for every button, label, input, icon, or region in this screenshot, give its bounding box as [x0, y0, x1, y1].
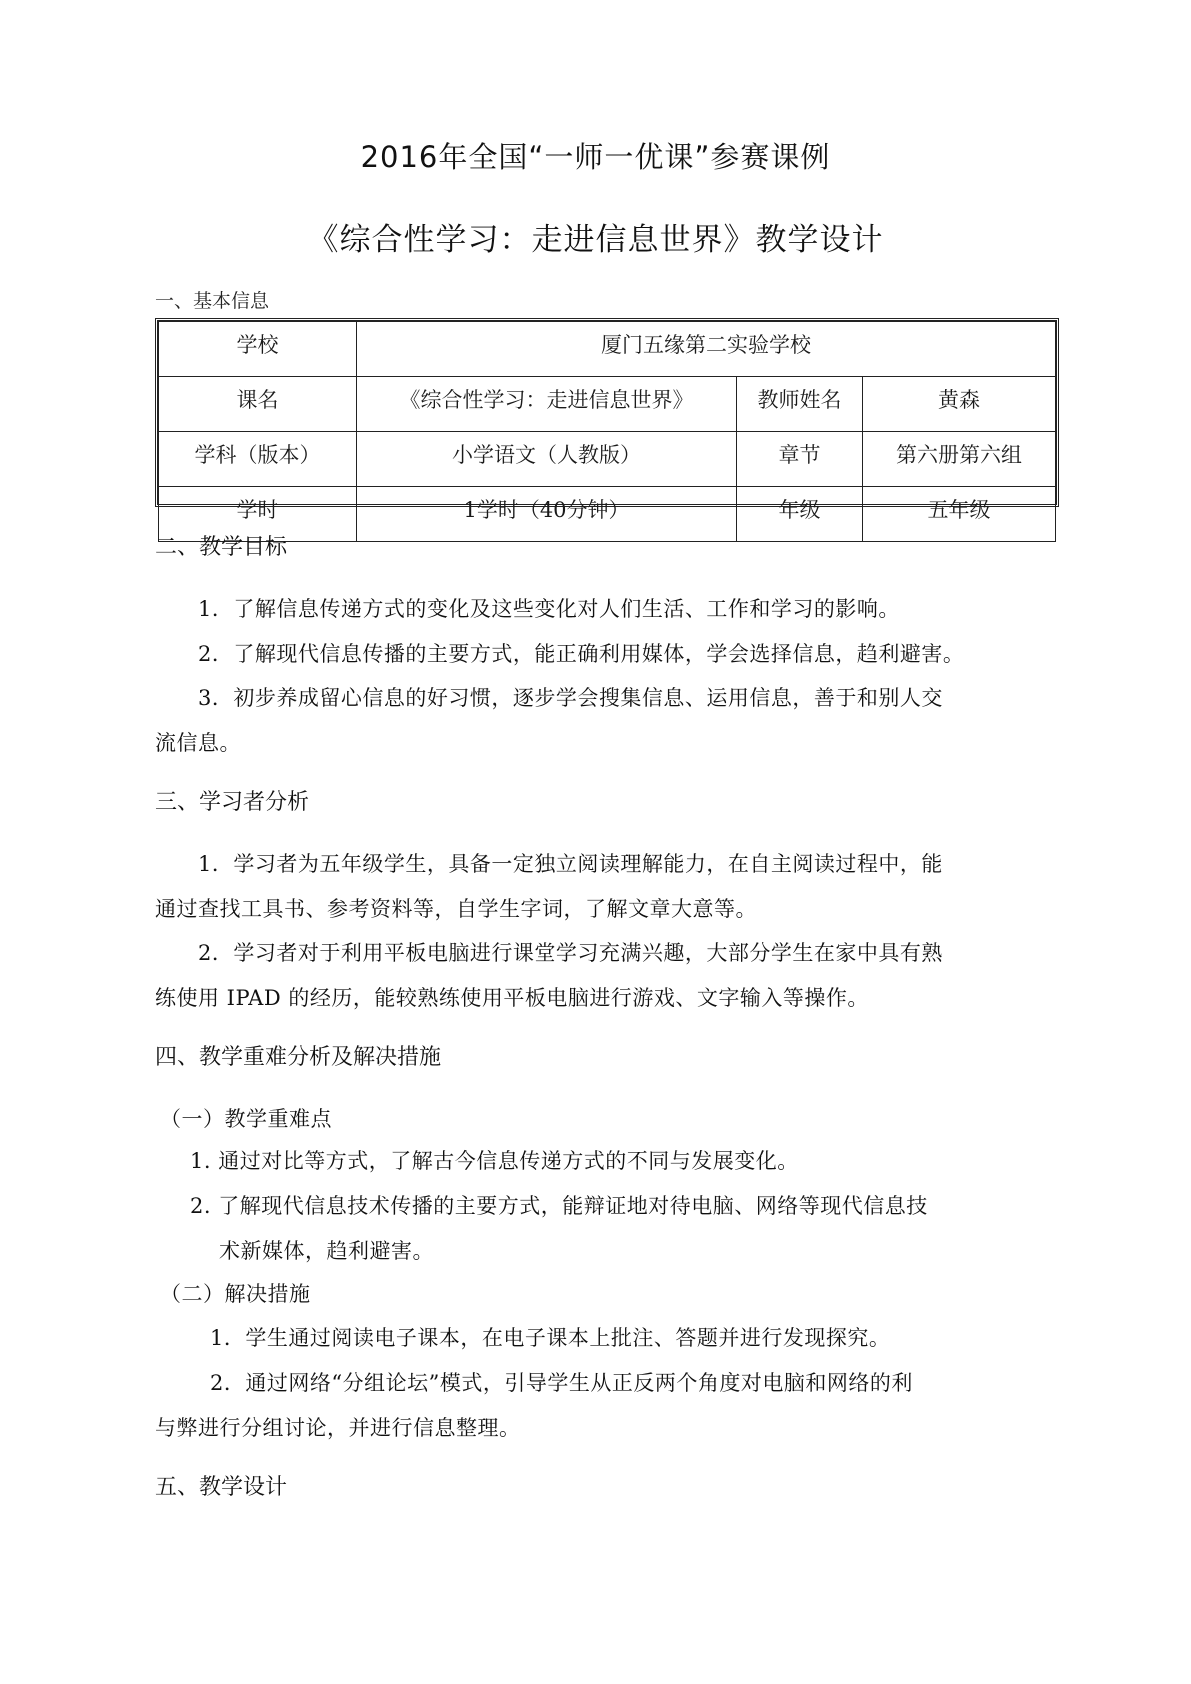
paragraph-line: 2. 了解现代信息技术传播的主要方式，能辩证地对待电脑、网络等现代信息技 [190, 1194, 928, 1218]
table-cell-label: 课名 [159, 377, 357, 432]
subsection-heading: （一）教学重难点 [160, 1107, 332, 1131]
section-heading-teaching-design: 五、教学设计 [155, 1475, 288, 1500]
table-row [159, 432, 1056, 487]
section-heading-key-points: 四、教学重难分析及解决措施 [155, 1045, 442, 1070]
paragraph-line: 术新媒体，趋利避害。 [219, 1239, 434, 1263]
table-cell-value: 黄森 [863, 377, 1056, 432]
table-cell-label: 学校 [159, 322, 357, 377]
paragraph-line: 1. 通过对比等方式，了解古今信息传递方式的不同与发展变化。 [190, 1149, 799, 1173]
paragraph-line: 通过查找工具书、参考资料等，自学生字词，了解文章大意等。 [155, 897, 757, 921]
paragraph-line: 2．学习者对于利用平板电脑进行课堂学习充满兴趣，大部分学生在家中具有熟 [198, 941, 943, 965]
table-cell-label: 学科（版本） [159, 432, 357, 487]
table-cell-label: 章节 [737, 432, 863, 487]
table-row [159, 487, 1056, 542]
table-cell-value: 《综合性学习：走进信息世界》 [357, 377, 737, 432]
paragraph-line: 1．学习者为五年级学生，具备一定独立阅读理解能力，在自主阅读过程中，能 [198, 852, 943, 876]
table-cell-label: 年级 [737, 487, 863, 542]
section-heading-basic-info: 一、基本信息 [155, 290, 270, 312]
section-heading-learner-analysis: 三、学习者分析 [155, 790, 310, 815]
document-title: 2016年全国“一师一优课”参赛课例 [360, 140, 831, 174]
basic-info-table [155, 318, 1059, 522]
table-cell-value: 小学语文（人教版） [357, 432, 737, 487]
paragraph-line: 1．学生通过阅读电子课本，在电子课本上批注、答题并进行发现探究。 [210, 1326, 891, 1350]
paragraph-line: 与弊进行分组讨论，并进行信息整理。 [155, 1416, 521, 1440]
section-heading-teaching-goals: 二、教学目标 [155, 535, 288, 560]
table-row [159, 322, 1056, 377]
table-row [159, 377, 1056, 432]
table-cell-value: 厦门五缘第二实验学校 [357, 322, 1056, 377]
table-cell-value: 五年级 [863, 487, 1056, 542]
paragraph-line: 2．了解现代信息传播的主要方式，能正确利用媒体，学会选择信息，趋利避害。 [198, 642, 965, 666]
subsection-heading: （二）解决措施 [160, 1282, 311, 1306]
paragraph-line: 流信息。 [155, 731, 241, 755]
document-subtitle: 《综合性学习：走进信息世界》教学设计 [307, 222, 884, 258]
table-cell-value: 第六册第六组 [863, 432, 1056, 487]
table-cell-value: 1学时（40分钟） [357, 487, 737, 542]
table-cell-label: 学时 [159, 487, 357, 542]
table-cell-label: 教师姓名 [737, 377, 863, 432]
paragraph-line: 1．了解信息传递方式的变化及这些变化对人们生活、工作和学习的影响。 [198, 597, 900, 621]
paragraph-line: 练使用 IPAD 的经历，能较熟练使用平板电脑进行游戏、文字输入等操作。 [155, 986, 869, 1010]
paragraph-line: 3．初步养成留心信息的好习惯，逐步学会搜集信息、运用信息，善于和别人交 [198, 686, 943, 710]
paragraph-line: 2．通过网络“分组论坛”模式，引导学生从正反两个角度对电脑和网络的利 [210, 1371, 913, 1395]
